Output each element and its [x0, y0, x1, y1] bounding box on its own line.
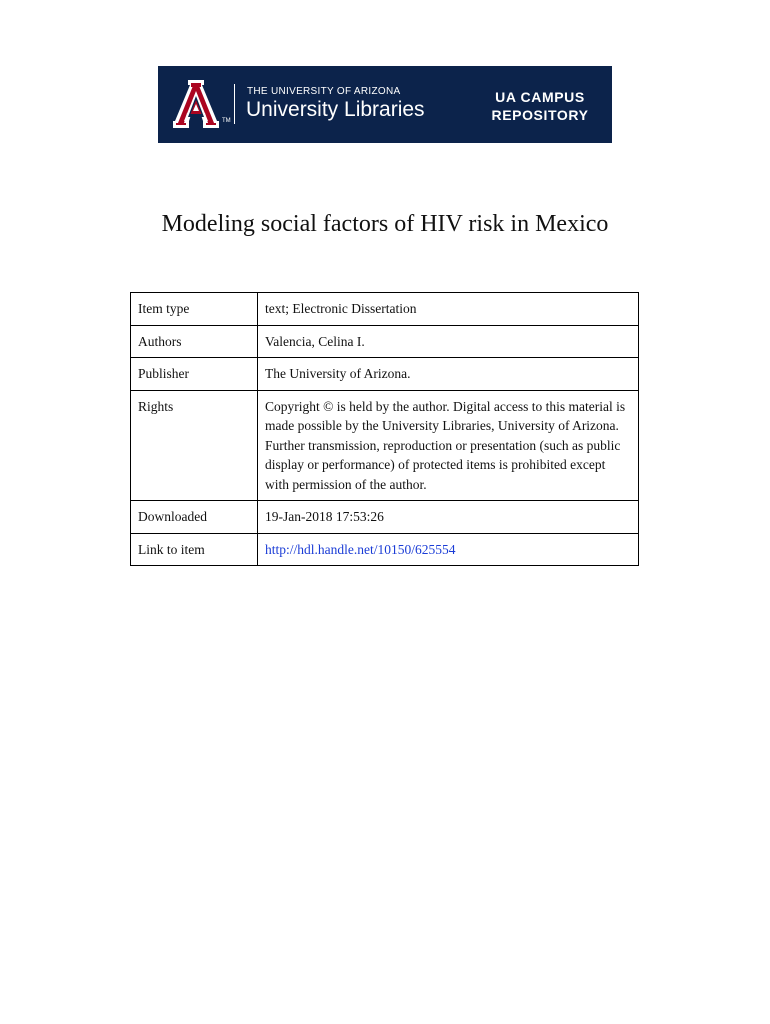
item-link[interactable]: http://hdl.handle.net/10150/625554 — [265, 541, 456, 557]
metadata-label: Link to item — [131, 533, 258, 566]
table-row — [131, 325, 639, 358]
metadata-label: Publisher — [131, 358, 258, 391]
table-row — [131, 501, 639, 534]
metadata-value: text; Electronic Dissertation — [258, 293, 639, 326]
metadata-value: The University of Arizona. — [258, 358, 639, 391]
table-row — [131, 390, 639, 501]
banner-title: University Libraries — [246, 98, 425, 121]
metadata-label: Authors — [131, 325, 258, 358]
metadata-label: Item type — [131, 293, 258, 326]
banner-right-line1: UA CAMPUS — [495, 89, 585, 105]
document-title: Modeling social factors of HIV risk in Mexico — [161, 211, 609, 237]
banner-repository-label — [485, 88, 595, 124]
table-row — [131, 533, 639, 566]
arizona-a-logo-icon — [173, 79, 219, 129]
metadata-value: Copyright © is held by the author. Digital access to this material is made possible by the University Libraries, University of Arizona. Further transmission, reproduction or presentation (such as public display or performance) of protected items is prohibited except with permission of the author. — [258, 390, 639, 501]
metadata-value — [258, 533, 639, 566]
banner-right-line2: REPOSITORY — [491, 107, 589, 123]
metadata-label: Downloaded — [131, 501, 258, 534]
banner-kicker: THE UNIVERSITY OF ARIZONA — [247, 86, 401, 97]
table-row — [131, 358, 639, 391]
trademark-mark: TM — [222, 118, 231, 124]
table-row — [131, 293, 639, 326]
metadata-value: 19-Jan-2018 17:53:26 — [258, 501, 639, 534]
banner-divider — [234, 84, 235, 124]
ua-campus-repository-banner — [158, 66, 612, 143]
metadata-table — [130, 292, 639, 566]
metadata-label: Rights — [131, 390, 258, 501]
metadata-value: Valencia, Celina I. — [258, 325, 639, 358]
